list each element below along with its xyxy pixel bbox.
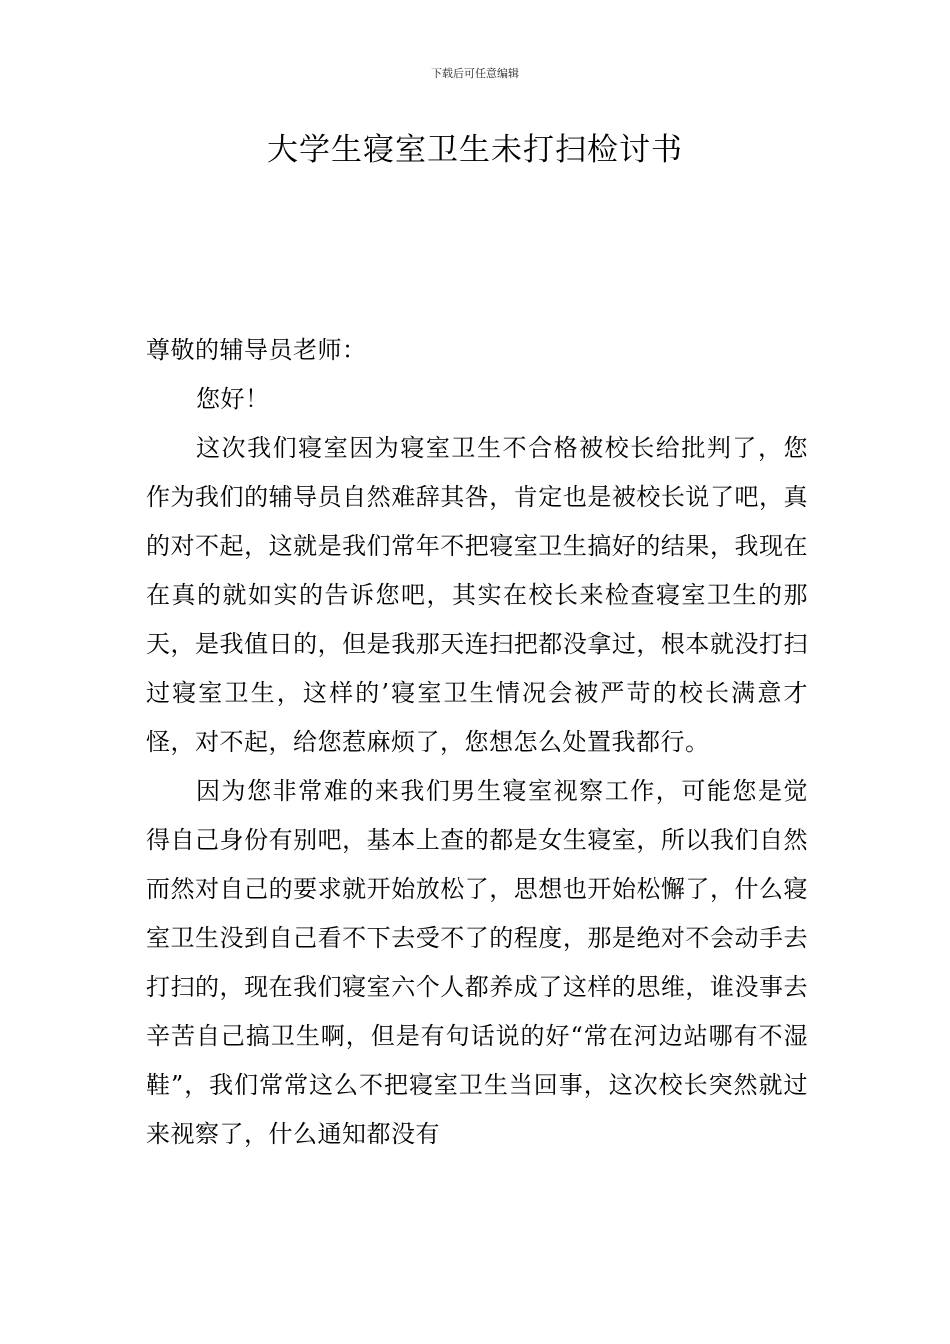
- body-paragraph-1: 这次我们寝室因为寝室卫生不合格被校长给批判了，您作为我们的辅导员自然难辞其咎，肯定也是被校长说了吧，真的对不起，这就是我们常年不把寝室卫生搞好的结果，我现在在真的就如实的告诉您吧，其实在校长来检查寝室卫生的那天，是我值日的，但是我那天连扫把都没拿过，根本就没打扫过寝室卫生，这样的’寝室卫生情况会被严苛的校长满意才怪，对不起，给您惹麻烦了，您想怎么处置我都行。: [146, 434, 808, 756]
- body-paragraph-2: 因为您非常难的来我们男生寝室视察工作，可能您是觉得自己身份有别吧，基本上查的都是女生寝室，所以我们自然而然对自己的要求就开始放松了，思想也开始松懈了，什么寝室卫生没到自己看不下去受不了的程度，那是绝对不会动手去打扫的，现在我们寝室六个人都养成了这样的思维，谁没事去辛苦自己搞卫生啊，但是有句话说的好“常在河边站哪有不湿鞋”，我们常常这么不把寝室卫生当回事，这次校长突然就过来视察了，什么通知都没有: [146, 777, 808, 1148]
- greeting: 您好！: [196, 385, 270, 413]
- salutation: 尊敬的辅导员老师：: [146, 336, 367, 364]
- document-body: [146, 326, 808, 1159]
- header-note: 下载后可任意编辑: [431, 67, 519, 80]
- document-title: 大学生寝室卫生未打扫检讨书: [267, 132, 683, 168]
